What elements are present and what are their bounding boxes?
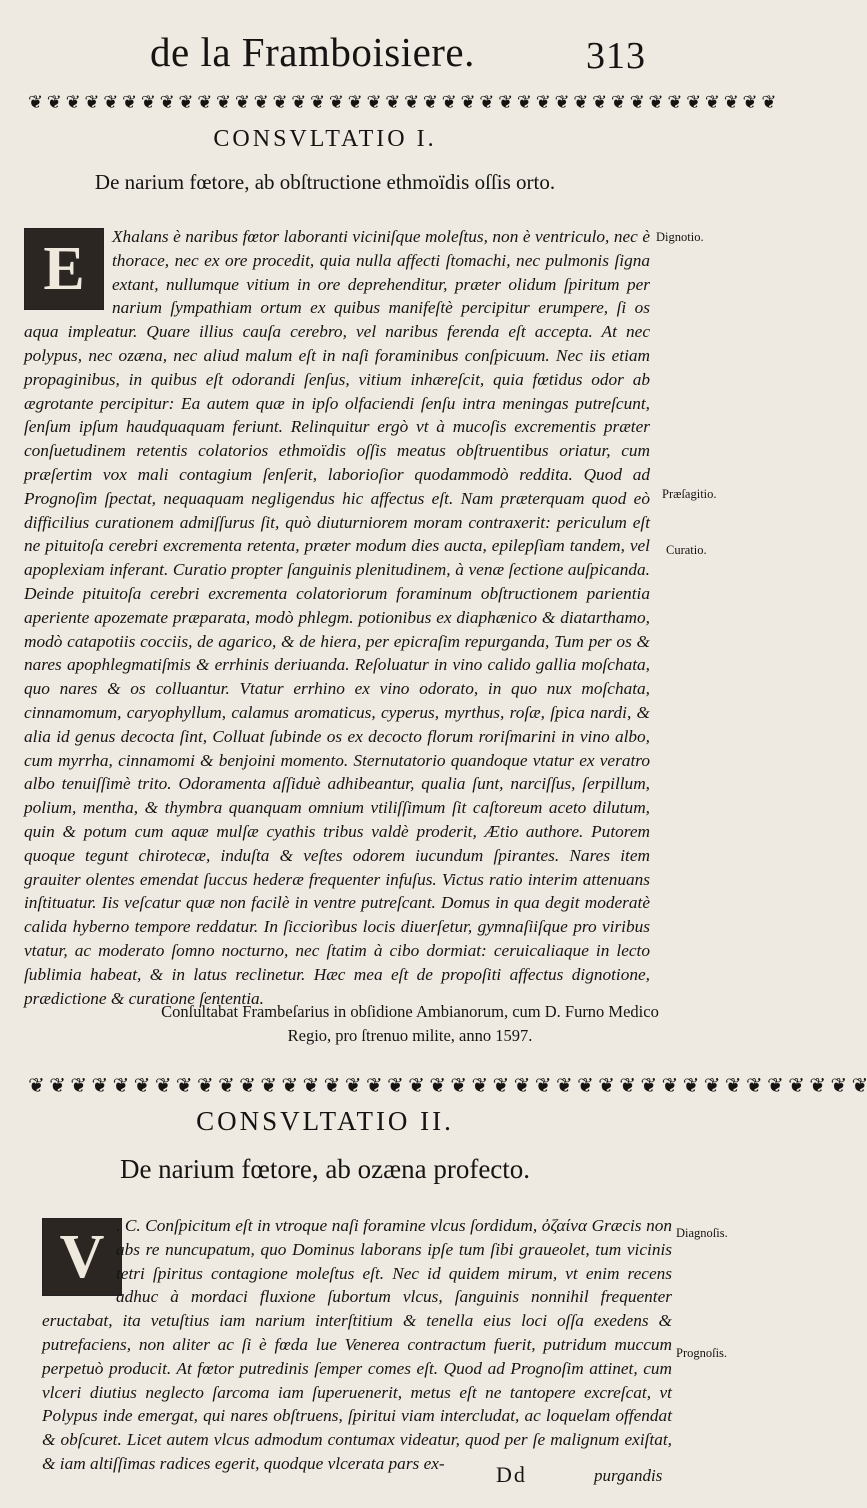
margin-note-prognosis: Prognoſis. xyxy=(676,1346,728,1360)
consultation-1-signoff: Conſultabat Frambeſarius in obſidione Ambianorum, cum D. Furno Medico Regio, pro ſtrenuo milite, anno 1597. xyxy=(161,1002,659,1045)
running-title: de la Framboisiere. xyxy=(150,29,475,75)
consultation-1-text: Xhalans è naribus fœtor laboranti viciniſque moleſtus, non è ventriculo, nec è thorace, nec ex ore procedit, quia nulla affecti ſtomachi, nec pulmonis ſigna extant, nullumque vitium in ore deprehenditur, præter olidum ſpiritum per narium ſympathiam ortum ex quibus manifeſtè percipitur erumpere, ſi os aqua impleatur. Quare illius cauſa cerebro, vel naribus ferenda eſt accepta. At nec polypus, nec ozæna, nec aliud malum eſt in naſi foraminibus conſpicuum. Nec iis etiam propaginibus, in quibus eſt odorandi ſenſus, vitium inhæreſcit, quia fœtidus odor ab ægrotante percipitur: Ea autem quæ in ipſo olfaciendi ſenſu intra meningas putreſcunt, ſenſum ipſum haudquaquam feriunt. Relinquitur ergò vt à mucoſis excrementis præter conſuetudinem retentis colatorios ethmoïdis oſſis meatus obſtruentibus oriatur, cum præſertim vox mali contagium ſenſerit, laborioſior quodammodò reddita. Quod ad Prognoſim ſpectat, nequaquam negligendus hic affectus eſt. Nam præterquam quod eò difficilius curationem admiſſurus ſit, quò diuturniorem moram contraxerit: periculum eſt ne pituitoſa cerebri excrementa retenta, præter modum dies aucta, epilepſiam tandem, vel apoplexiam inferant. Curatio propter ſanguinis plenitudinem, à venæ ſectione auſpicanda. Deinde pituitoſa cerebri excrementa colatoriorum foraminum obſtructionem parientia aperiente apozemate præparata, modò phlegm. potionibus ex diaphænico & diatarthamo, modò catapotiis cocciis, de agarico, & de hiera, per epicraſim repurganda, Tum per os & nares apophlegmatiſmis & errhinis deriuanda. Reſoluatur in vino calido gallia moſchata, quo nares & os colluantur. Vtatur errhino ex vino odorato, in quo nux moſchata, cinnamomum, caryophyllum, calamus aromaticus, cyperus, myrthus, roſæ, ſpica nardi, & alia id genus decocta ſint, Colluat ſubinde os ex decocto florum roriſmarini in vino albo, cum myrrha, cinnamomi & benjoini momento. Sternutatorio quandoque vtatur ex veratro albo tenuiſſimè trito. Odoramenta aſſiduè adhibeantur, qualia ſunt, narciſſus, ſerpillum, polium, mentha, & thymbra quanquam omnium vtiliſſimum ſit caſtoreum aceto dilutum, quin & potum cum aquæ mulſæ cyathis tribus valdè proderit, Ætio authore. Putorem quoque tegunt chirotecæ, induſta & veſtes odorem iucundum ſpirantes. Nares item grauiter olentes emendat ſuccus hederæ frequenter infuſus. Victus ratio interim attenuans inſtituatur. Iis veſcatur quæ non facilè in ventre putreſcant. Domus in qua degit moderatè calida hyberno tempore reddatur. In ſicciorìbus locis diuerſetur, gymnaſiiſque pro viribus vtatur, ac moderato ſomno nocturno, nec ſtatim à cibo dormiat: ceruicaliaque in lecto ſublimia habeat, & in latus reclinetur. Hæc mea eſt de propoſiti affectus dignotione, prædictione & curatione ſententia. xyxy=(24,227,650,1008)
ornament-band-top xyxy=(28,92,776,114)
consultation-1-body xyxy=(24,225,650,1010)
margin-note-dignotio: Dignotio. xyxy=(656,230,704,244)
consultation-2-subtitle: De narium fœtore, ab ozæna profecto. xyxy=(119,1154,531,1184)
signature-mark: Dd xyxy=(496,1462,527,1487)
catchword: purgandis xyxy=(594,1466,663,1485)
decorated-initial-e: E xyxy=(24,228,104,310)
ornament-glyphs: ❦ ❦ ❦ ❦ ❦ ❦ ❦ ❦ ❦ ❦ ❦ ❦ ❦ ❦ ❦ ❦ ❦ ❦ ❦ ❦ ❦ ❦ ❦ ❦ ❦ ❦ ❦ ❦ ❦ ❦ ❦ ❦ ❦ ❦ ❦ ❦ ❦ ❦ ❦ ❦ xyxy=(28,1073,867,1097)
initial-spacer xyxy=(42,1214,116,1290)
margin-note-praesagitio: Præſagitio. xyxy=(662,487,717,501)
consultation-2-text: . C. Conſpicitum eſt in vtroque naſi foramine vlcus ſordidum, ὀζαίνα Græcis non abs re nuncupatum, quo Dominus laborans ipſe tum ſibi graueolet, tum vicinis tetri ſpiritus contagione moleſtus eſt. Nec id quidem mirum, vt enim recens adhuc à mordaci fluxione ſubortum vlcus, ſanguinis nonnihil frequenter eructabat, ita vetuſtius iam narium interſtitium & tenella eius loci oſſa exedens & putrefaciens, non aliter ac ſi è fœda lue Venerea contractum fuerit, putridum muccum perpetuò producit. At fœtor putredinis ſemper comes eſt. Quod ad Prognoſim attinet, cum vlceri diutius neglecto ſarcoma iam ſuperuenerit, metus eſt ne tantopere excreſcat, vt Polypus inde emergat, qui nares obſtruens, ſpiritui viam intercludat, ac loquelam offendat & obſcuret. Licet autem vlcus admodum contumax videatur, quod per ſe malignum exiſtat, & iam altiſſimas radices egerit, quodque vlcerata pars ex- xyxy=(42,1216,672,1473)
initial-spacer xyxy=(24,225,112,307)
ornament-glyphs: ❦ ❦ ❦ ❦ ❦ ❦ ❦ ❦ ❦ ❦ ❦ ❦ ❦ ❦ ❦ ❦ ❦ ❦ ❦ ❦ ❦ ❦ ❦ ❦ ❦ ❦ ❦ ❦ ❦ ❦ ❦ ❦ ❦ ❦ ❦ ❦ ❦ ❦ ❦ ❦ xyxy=(28,92,776,113)
margin-note-diagnosis: Diagnoſis. xyxy=(676,1226,728,1240)
consultation-1-subtitle: De narium fœtore, ab obſtructione ethmoïdis oſſis orto. xyxy=(94,170,556,194)
ornament-band-middle xyxy=(28,1072,867,1098)
margin-note-curatio: Curatio. xyxy=(666,543,707,557)
decorated-initial-v: V xyxy=(42,1218,122,1296)
consultation-2-title: CONSVLTATIO II. xyxy=(196,1106,454,1136)
consultation-1-title: CONSVLTATIO I. xyxy=(213,126,437,152)
page-number: 313 xyxy=(586,35,646,77)
consultation-2-body xyxy=(42,1214,672,1476)
